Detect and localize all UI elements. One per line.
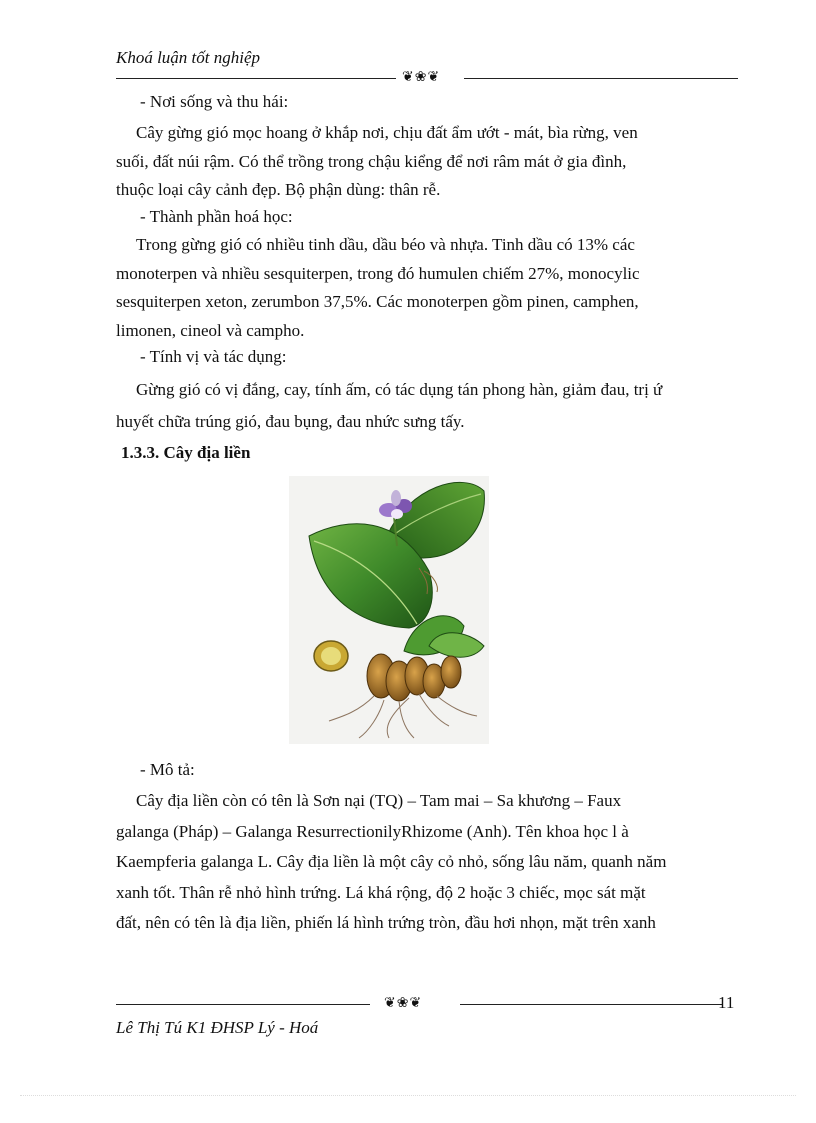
- habitat-line-3: thuộc loại cây cảnh đẹp. Bộ phận dùng: thân rễ.: [116, 180, 441, 199]
- chemistry-line-2: monoterpen và nhiều sesquiterpen, trong đó humulen chiếm 27%, monocylic: [116, 263, 640, 283]
- description-line-3: Kaempferia galanga L. Cây địa liền là một cây cỏ nhỏ, sống lâu năm, quanh năm: [116, 852, 667, 871]
- header-ornament: ❦❀❦: [402, 70, 441, 85]
- properties-line-2: huyết chữa trúng gió, đau bụng, đau nhức sưng tấy.: [116, 412, 465, 431]
- header-rule: [116, 68, 738, 88]
- habitat-paragraph: [116, 119, 738, 205]
- description-line-5: đất, nên có tên là địa liền, phiến lá hình trứng tròn, đầu hơi nhọn, mặt trên xanh: [116, 913, 656, 932]
- section-heading: 1.3.3. Cây địa liền: [121, 443, 251, 462]
- description-label: - Mô tả:: [140, 760, 195, 779]
- footer-author: Lê Thị Tú K1 ĐHSP Lý - Hoá: [116, 1018, 319, 1037]
- header-title: Khoá luận tốt nghiệp: [116, 48, 261, 67]
- chemistry-paragraph: [116, 231, 738, 345]
- properties-label: - Tính vị và tác dụng:: [140, 347, 287, 366]
- page-bottom-divider: [20, 1095, 796, 1096]
- habitat-line-2: suối, đất núi rậm. Có thể trồng trong chậu kiểng để nơi râm mát ở gia đình,: [116, 151, 627, 171]
- plant-illustration: [289, 476, 489, 744]
- footer-rule: [116, 994, 738, 1014]
- footer-ornament: ❦❀❦: [384, 996, 423, 1011]
- chemistry-line-4: limonen, cineol và campho.: [116, 320, 305, 340]
- properties-line-1: Gừng gió có vị đắng, cay, tính ấm, có tác dụng tán phong hàn, giảm đau, trị ứ: [136, 380, 663, 399]
- page-number: 11: [718, 993, 735, 1012]
- description-line-4: xanh tốt. Thân rễ nhỏ hình trứng. Lá khá rộng, độ 2 hoặc 3 chiếc, mọc sát mặt: [116, 882, 646, 902]
- chemistry-line-3: sesquiterpen xeton, zerumbon 37,5%. Các monoterpen gồm pinen, camphen,: [116, 292, 639, 311]
- habitat-line-1: Cây gừng gió mọc hoang ở khắp nơi, chịu đất ẩm ướt - mát, bìa rừng, ven: [136, 123, 638, 142]
- chemistry-line-1: Trong gừng gió có nhiều tinh dầu, dầu béo và nhựa. Tinh dầu có 13% các: [136, 235, 635, 254]
- description-paragraph: [116, 786, 738, 939]
- description-line-1: Cây địa liền còn có tên là Sơn nại (TQ) – Tam mai – Sa khương – Faux: [136, 791, 622, 810]
- habitat-label: - Nơi sống và thu hái:: [140, 92, 289, 111]
- description-line-2: galanga (Pháp) – Galanga ResurrectionilyRhizome (Anh). Tên khoa học l à: [116, 821, 629, 841]
- properties-paragraph: [116, 374, 738, 438]
- chemistry-label: - Thành phần hoá học:: [140, 207, 293, 226]
